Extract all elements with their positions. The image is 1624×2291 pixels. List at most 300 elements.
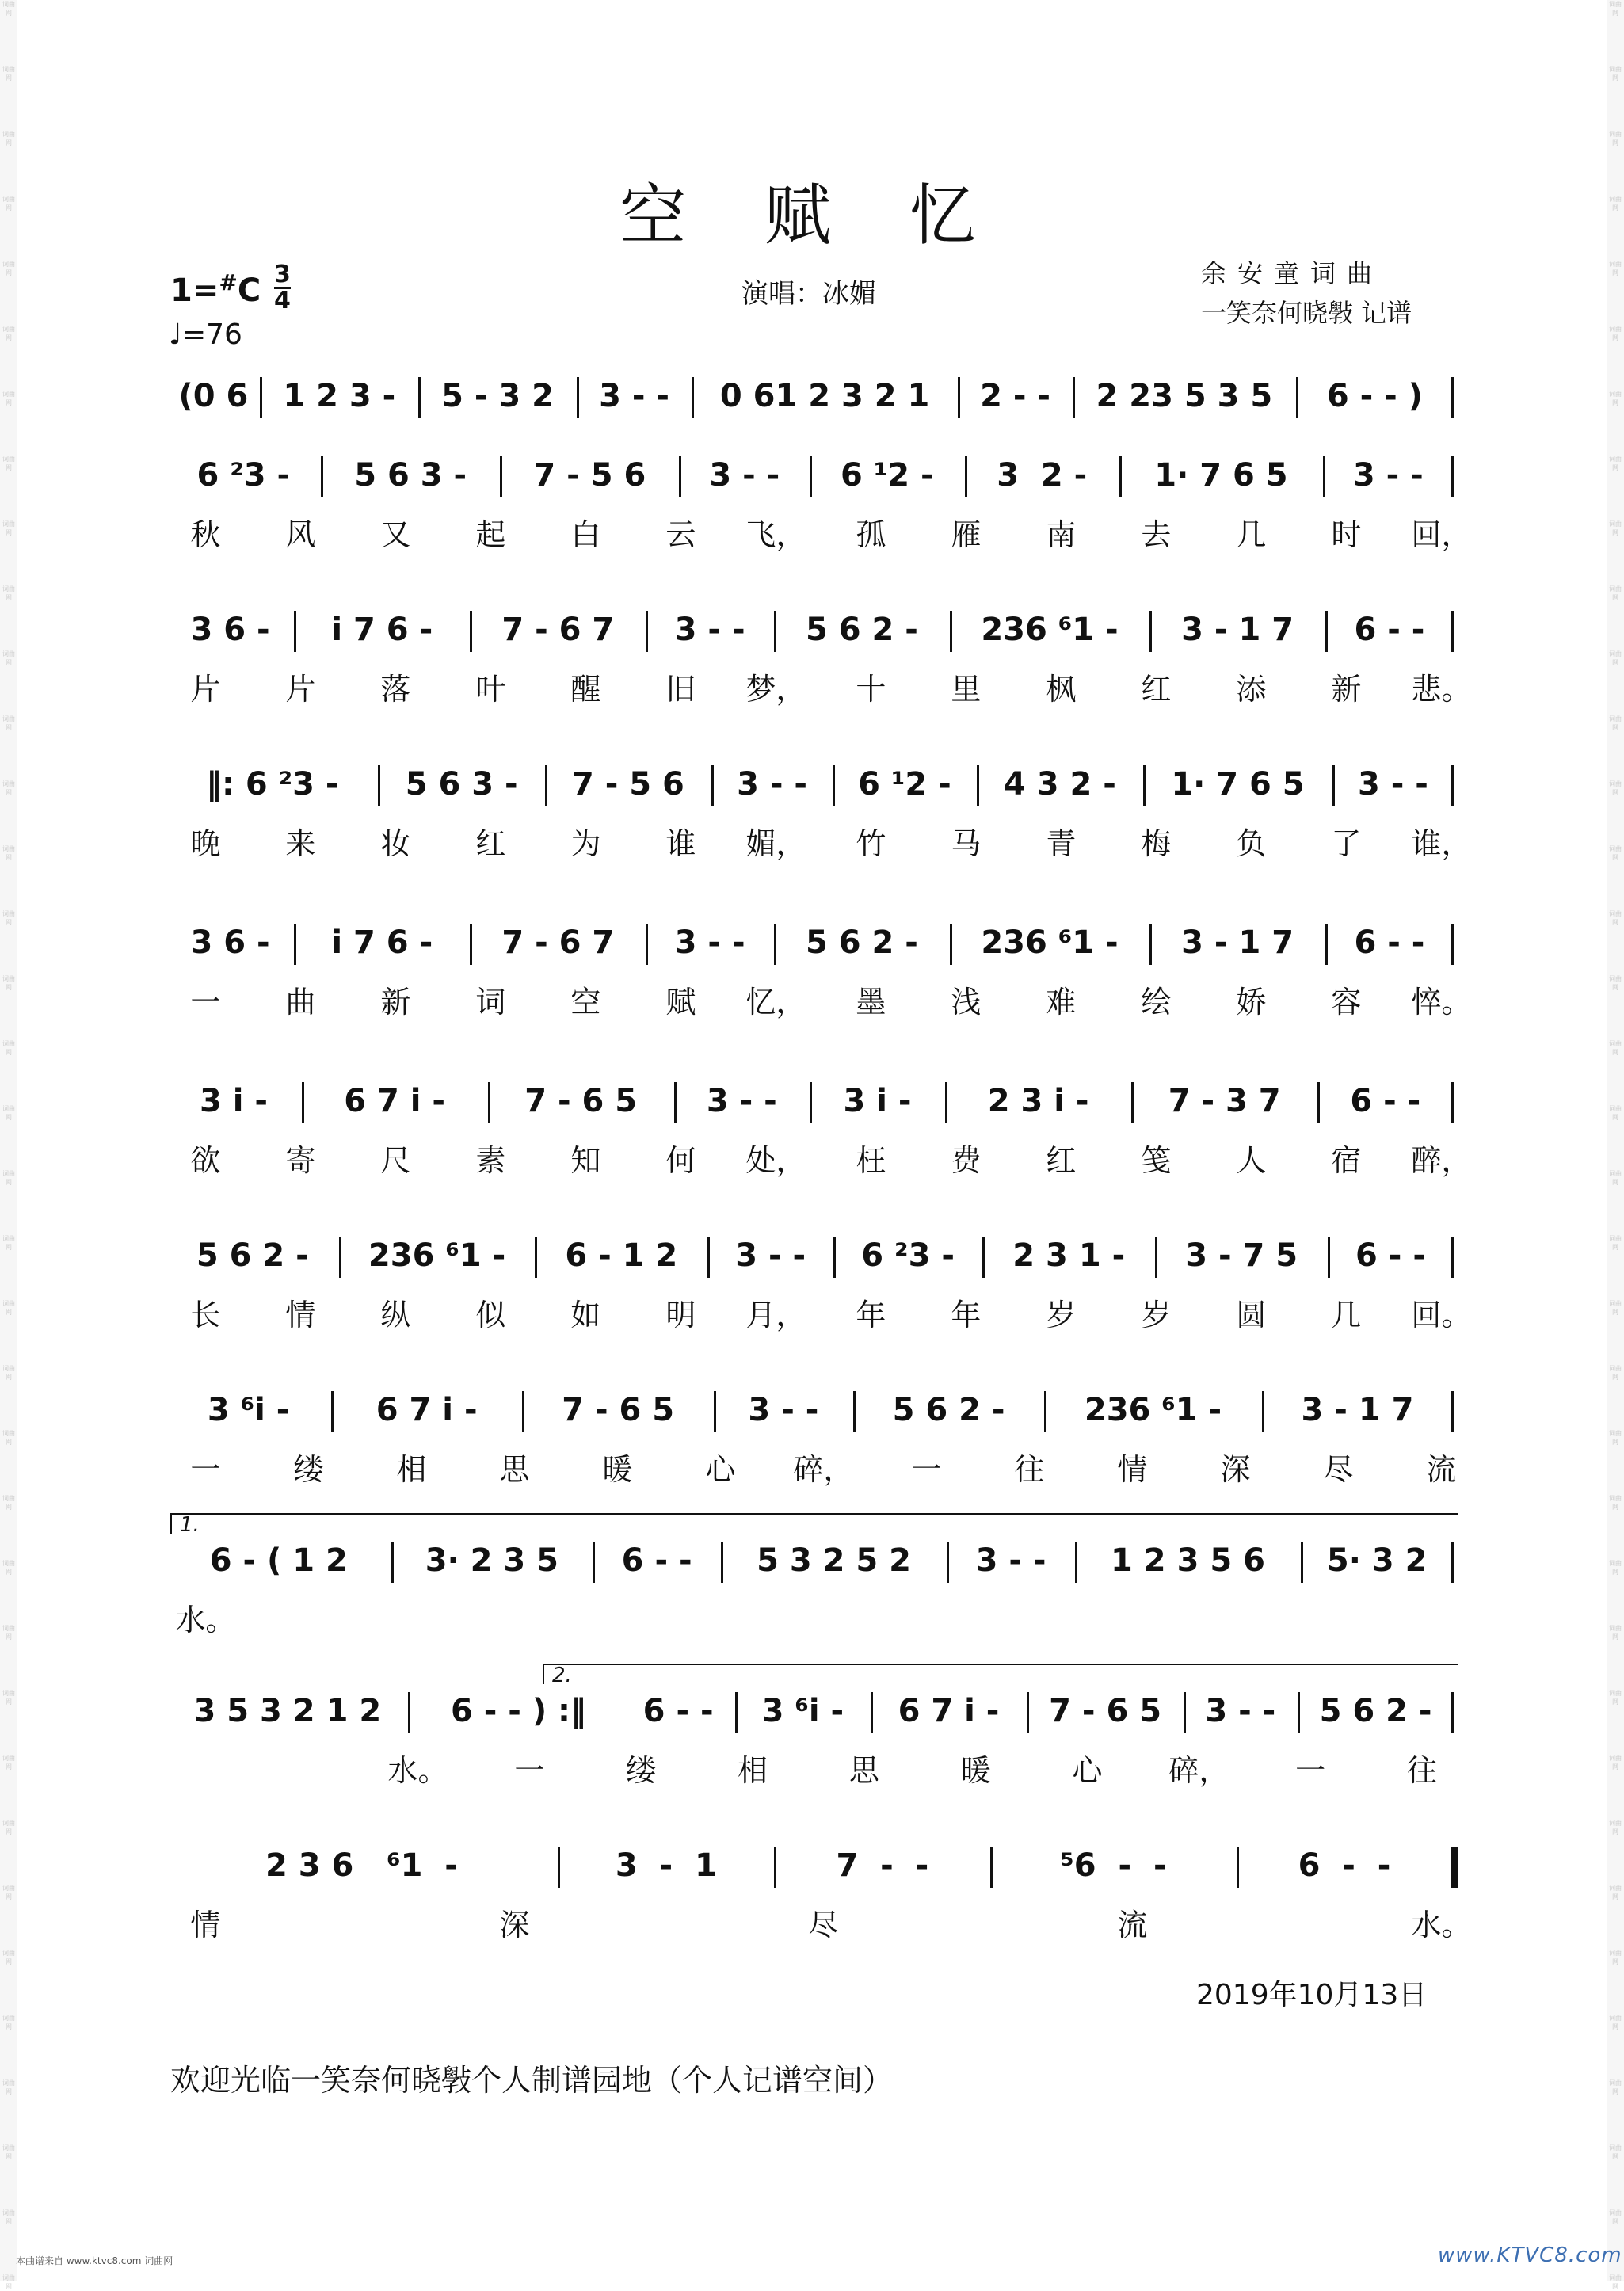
lyric-syllable: 来 (285, 826, 316, 861)
lyric-syllable: 墨 (856, 985, 886, 1020)
measure-notes: 236 ⁶1 - (981, 612, 1119, 648)
volta-bracket (170, 1513, 1458, 1515)
lyric-syllable: 晚 (190, 826, 221, 861)
notation-line (170, 919, 1458, 966)
lyric-syllable: 碎， (793, 1452, 854, 1487)
lyric-syllable: 一 (1295, 1753, 1326, 1788)
barline (535, 1237, 537, 1278)
side-watermark: 词曲网 (2, 391, 15, 406)
lyric-syllable: 飞， (745, 517, 806, 552)
side-watermark: 词曲网 (2, 1755, 15, 1771)
measure-notes: 7 - 6 5 (524, 1083, 638, 1119)
notation-line (170, 372, 1458, 420)
side-watermark: 词曲网 (1609, 1170, 1622, 1186)
lyric-syllable: 曲 (285, 985, 316, 1020)
composer-credit: 余安童词曲 (1201, 258, 1384, 288)
lyric-syllable: 片 (190, 672, 221, 707)
side-watermark: 词曲网 (2, 1300, 15, 1316)
side-watermark: 词曲网 (2, 975, 15, 991)
lyric-syllable: 水。 (175, 1603, 236, 1637)
lyric-syllable: 谁 (665, 826, 696, 861)
sharp-sign: # (219, 269, 238, 295)
barline (1451, 1692, 1454, 1733)
side-watermark: 词曲网 (1609, 1690, 1622, 1706)
lyric-syllable: 情 (190, 1908, 221, 1942)
side-watermark: 词曲网 (1609, 2209, 1622, 2225)
lyric-syllable: 红 (475, 826, 506, 861)
measure-notes: 7 - 5 6 (533, 457, 646, 494)
measure-notes: (0 6 (178, 378, 249, 414)
lyric-syllable: 尽 (808, 1908, 839, 1942)
lyric-syllable: 悴。 (1411, 985, 1472, 1020)
measure-notes: 3 - 1 7 (1301, 1392, 1414, 1428)
side-watermark: 词曲网 (1609, 1885, 1622, 1900)
credits (1201, 253, 1412, 333)
lyric-syllable: 情 (285, 1298, 316, 1332)
barline (774, 924, 776, 965)
measure-notes: 1 2 3 5 6 (1111, 1542, 1265, 1579)
side-watermark: 词曲网 (1609, 975, 1622, 991)
lyric-syllable: 费 (951, 1143, 982, 1178)
side-watermark: 词曲网 (1609, 1040, 1622, 1056)
barline (833, 765, 835, 806)
barline (1131, 1082, 1134, 1123)
barline (1451, 765, 1454, 806)
lyric-syllable: 情 (1117, 1452, 1148, 1487)
measure-notes: 236 ⁶1 - (368, 1237, 506, 1274)
measure-notes: 6 7 i - (344, 1083, 445, 1119)
measure-notes: 4 3 2 - (1003, 766, 1116, 802)
barline (977, 765, 979, 806)
lyric-syllable: 秋 (190, 517, 221, 552)
key-signature (170, 269, 261, 309)
side-watermark: 词曲网 (2, 2274, 15, 2290)
measure-notes: 1· 7 6 5 (1154, 457, 1288, 494)
side-watermark: 词曲网 (2, 715, 15, 731)
barline (735, 1692, 738, 1733)
side-watermark: 词曲网 (1609, 2079, 1622, 2095)
barline (378, 765, 380, 806)
measure-notes: 6 - - (642, 1693, 714, 1729)
side-watermark: 词曲网 (2, 1, 15, 17)
lyric-syllable: 如 (570, 1298, 601, 1332)
side-watermark: 词曲网 (2, 1625, 15, 1641)
lyrics-line (170, 1450, 1458, 1489)
right-watermark-strip (1607, 0, 1624, 2290)
measure-notes: 5 6 2 - (805, 612, 918, 648)
lyric-syllable: 宿 (1331, 1143, 1362, 1178)
measure-notes: 3 i - (843, 1083, 912, 1119)
notation-line (170, 1537, 1458, 1584)
measure-notes: 3 - 1 7 (1181, 924, 1294, 961)
measure-notes: 2 3 6 ⁶1 - (265, 1847, 458, 1884)
measure-notes: i 7 6 - (331, 612, 433, 648)
barline (774, 611, 776, 652)
measure-notes: 3 i - (199, 1083, 268, 1119)
measure-notes: 6 ²3 - (861, 1237, 955, 1274)
lyric-syllable: 起 (475, 517, 506, 552)
side-watermark: 词曲网 (1609, 1, 1622, 17)
side-watermark: 词曲网 (2, 131, 15, 147)
lyric-syllable: 回， (1411, 517, 1472, 552)
lyric-syllable: 云 (665, 517, 696, 552)
measure-notes: 6 - - (1350, 1083, 1421, 1119)
measure-notes: ‖: 6 ²3 - (205, 766, 339, 802)
measure-notes: i 7 6 - (331, 924, 433, 961)
measure-notes: 6 - - ) (1326, 378, 1423, 414)
barline (853, 1391, 856, 1432)
lyrics-line (170, 982, 1472, 1022)
lyric-syllable: 负 (1236, 826, 1267, 861)
measure-notes: 3 ⁶i - (207, 1392, 290, 1428)
side-watermark: 词曲网 (1609, 1820, 1622, 1835)
measure-notes: 3 5 3 2 1 2 (193, 1693, 382, 1729)
lyric-syllable: 里 (951, 672, 982, 707)
barline (947, 1542, 949, 1583)
lyric-syllable: 年 (856, 1298, 886, 1332)
key-prefix: 1= (170, 273, 219, 309)
lyric-syllable: 时 (1331, 517, 1362, 552)
lyric-syllable: 回。 (1411, 1298, 1472, 1332)
lyrics-line (170, 1751, 1458, 1790)
lyric-syllable: 相 (396, 1452, 427, 1487)
measure-notes: 236 ⁶1 - (1084, 1392, 1222, 1428)
measure-notes: 5 3 2 5 2 (757, 1542, 912, 1579)
lyric-syllable: 添 (1236, 672, 1267, 707)
measure-notes: 6 - 1 2 (565, 1237, 678, 1274)
measure-notes: 3 - - (737, 766, 808, 802)
barline (1451, 377, 1454, 418)
barline (1184, 1692, 1186, 1733)
measure-notes: 3 - - (709, 457, 780, 494)
barline (871, 1692, 873, 1733)
measure-notes: 7 - - (836, 1847, 929, 1884)
barline (545, 765, 547, 806)
barline (260, 377, 262, 418)
measure-notes: 5 6 2 - (892, 1392, 1005, 1428)
side-watermark: 词曲网 (2, 845, 15, 861)
quarter-note-icon: ♩ (169, 318, 182, 351)
side-watermark: 词曲网 (1609, 910, 1622, 926)
tempo-value: =76 (181, 318, 242, 351)
barline (593, 1542, 595, 1583)
lyric-syllable: 人 (1236, 1143, 1267, 1178)
lyric-syllable: 知 (570, 1143, 601, 1178)
notation-line (170, 1842, 1458, 1889)
barline (965, 456, 967, 497)
side-watermark: 词曲网 (2, 1430, 15, 1446)
side-watermark: 词曲网 (2, 2144, 15, 2160)
side-watermark: 词曲网 (2, 1950, 15, 1965)
lyric-syllable: 欲 (190, 1143, 221, 1178)
lyric-syllable: 尺 (380, 1143, 411, 1178)
lyric-syllable: 落 (380, 672, 411, 707)
left-watermark-strip (0, 0, 17, 2290)
lyric-syllable: 谁， (1411, 826, 1472, 861)
notation-line (170, 1232, 1458, 1279)
measure-notes: 6 - - (1298, 1847, 1391, 1884)
lyric-syllable: 处， (745, 1143, 806, 1178)
side-watermark: 词曲网 (2, 585, 15, 601)
time-signature-bottom: 4 (274, 287, 291, 314)
lyric-syllable: 岁 (1141, 1298, 1172, 1332)
barline (711, 765, 714, 806)
lyric-syllable: 似 (475, 1298, 506, 1332)
barline (522, 1391, 524, 1432)
barline (1451, 924, 1454, 965)
side-watermark: 词曲网 (2, 1365, 15, 1381)
lyric-syllable: 思 (848, 1753, 879, 1788)
notation-line (170, 1687, 1458, 1735)
barline (945, 1082, 947, 1123)
lyric-syllable: 深 (499, 1908, 530, 1942)
barline (1325, 924, 1328, 965)
volta-label: 2. (552, 1664, 572, 1687)
measure-notes: 7 - 6 7 (501, 612, 615, 648)
singer-credit: 演唱：冰媚 (741, 278, 876, 310)
barline (1451, 1391, 1454, 1432)
measure-notes: 3 - - (1358, 766, 1428, 802)
lyric-syllable: 梦， (745, 672, 806, 707)
measure-notes: 3 - - (975, 1542, 1046, 1579)
measure-notes: 7 - 3 7 (1168, 1083, 1281, 1119)
lyric-syllable: 又 (380, 517, 411, 552)
measure-notes: 3 - 1 7 (1181, 612, 1294, 648)
side-watermark: 词曲网 (1609, 1495, 1622, 1511)
barline (1323, 456, 1325, 497)
lyric-syllable: 赋 (665, 985, 696, 1020)
measure-notes: 6 - - (1354, 612, 1425, 648)
side-watermark: 词曲网 (1609, 1625, 1622, 1641)
measure-notes: 5 6 3 - (405, 766, 518, 802)
measure-notes: 2 23 5 3 5 (1096, 378, 1273, 414)
lyric-syllable: 年 (951, 1298, 982, 1332)
measure-notes: 3 - 1 (615, 1847, 717, 1884)
notation-line (170, 1386, 1458, 1434)
lyric-syllable: 片 (285, 672, 316, 707)
barline (982, 1237, 985, 1278)
barline (1075, 1542, 1077, 1583)
barline (679, 456, 681, 497)
side-watermark: 词曲网 (1609, 2144, 1622, 2160)
lyric-syllable: 新 (380, 985, 411, 1020)
barline (646, 611, 648, 652)
barline (1262, 1391, 1264, 1432)
lyric-syllable: 月， (745, 1298, 806, 1332)
measure-notes: 2 - - (980, 378, 1051, 414)
barline (810, 456, 812, 497)
date: 2019年10月13日 (1196, 1979, 1428, 2011)
barline (1451, 1237, 1454, 1278)
measure-notes: 6 - - ) :‖ (451, 1693, 587, 1729)
barline (1027, 1692, 1029, 1733)
lyric-syllable: 去 (1141, 517, 1172, 552)
measure-notes: 3 - - (599, 378, 670, 414)
side-watermark: 词曲网 (1609, 1235, 1622, 1251)
site-logo: www.KTVC8.com (1438, 2243, 1622, 2267)
measure-notes: 236 ⁶1 - (981, 924, 1119, 961)
side-watermark: 词曲网 (1609, 780, 1622, 796)
side-watermark: 词曲网 (1609, 650, 1622, 666)
barline (1301, 1542, 1303, 1583)
footer-source: 本曲谱来自 www.ktvc8.com 词曲网 (16, 2255, 173, 2266)
measure-notes: 6 ¹2 - (841, 457, 934, 494)
barline (810, 1082, 812, 1123)
barline (1149, 924, 1152, 965)
side-watermark: 词曲网 (1609, 326, 1622, 341)
measure-notes: 3 - - (748, 1392, 819, 1428)
lyric-syllable: 浅 (951, 985, 982, 1020)
measure-notes: 3 - - (706, 1083, 777, 1119)
barline (674, 1082, 677, 1123)
lyric-syllable: 何 (665, 1143, 696, 1178)
barline (391, 1542, 394, 1583)
barline (1044, 1391, 1046, 1432)
measure-notes: 0 61 2 3 2 1 (719, 378, 930, 414)
lyric-syllable: 红 (1046, 1143, 1077, 1178)
side-watermark: 词曲网 (1609, 2274, 1622, 2290)
lyric-syllable: 明 (665, 1298, 696, 1332)
side-watermark: 词曲网 (1609, 391, 1622, 406)
key-note: C (237, 273, 261, 309)
side-watermark: 词曲网 (2, 1560, 15, 1576)
lyric-syllable: 笺 (1141, 1143, 1172, 1178)
barline (1451, 1542, 1454, 1583)
lyric-syllable: 娇 (1236, 985, 1267, 1020)
measure-notes: 2 3 1 - (1012, 1237, 1126, 1274)
measure-notes: 3 - - (1352, 457, 1424, 494)
tempo-marking (169, 318, 242, 351)
barline (577, 377, 579, 418)
measure-notes: 7 - 6 7 (501, 924, 615, 961)
lyric-syllable: 醒 (570, 672, 601, 707)
lyric-syllable: 一 (190, 985, 221, 1020)
measure-notes: 3 2 - (997, 457, 1088, 494)
side-watermark: 词曲网 (1609, 1105, 1622, 1121)
side-watermark: 词曲网 (2, 650, 15, 666)
barline (408, 1692, 410, 1733)
lyric-syllable: 醉， (1411, 1143, 1472, 1178)
barline (302, 1082, 304, 1123)
lyric-syllable: 流 (1426, 1452, 1457, 1487)
side-watermark: 词曲网 (2, 910, 15, 926)
notation-line (170, 452, 1458, 499)
lyric-syllable: 相 (737, 1753, 768, 1788)
barline (470, 924, 472, 965)
barline (1237, 1847, 1239, 1888)
barline (833, 1237, 836, 1278)
lyric-syllable: 尽 (1323, 1452, 1354, 1487)
lyric-syllable: 青 (1046, 826, 1077, 861)
lyric-syllable: 了 (1331, 826, 1362, 861)
lyric-syllable: 圆 (1236, 1298, 1267, 1332)
measure-notes: 5 - 3 2 (441, 378, 554, 414)
barline (418, 377, 421, 418)
lyric-syllable: 几 (1331, 1298, 1362, 1332)
measure-notes: 3 6 - (190, 924, 270, 961)
measure-notes: 2 3 i - (987, 1083, 1089, 1119)
lyric-syllable: 忆， (745, 985, 806, 1020)
time-signature-top: 3 (274, 261, 291, 288)
barline (1119, 456, 1122, 497)
lyric-syllable: 白 (570, 517, 601, 552)
lyric-syllable: 旧 (665, 672, 696, 707)
lyric-syllable: 绘 (1141, 985, 1172, 1020)
notation-line (170, 1077, 1458, 1125)
measure-notes: 5 6 3 - (354, 457, 467, 494)
measure-notes: 3 - - (674, 924, 745, 961)
notation-line (170, 760, 1458, 808)
measure-notes: 6 - - (621, 1542, 692, 1579)
measure-notes: 3 ⁶i - (761, 1693, 844, 1729)
lyric-syllable: 南 (1046, 517, 1077, 552)
barline (774, 1847, 776, 1888)
lyric-syllable: 长 (190, 1298, 221, 1332)
barline (294, 924, 296, 965)
lyric-syllable: 为 (570, 826, 601, 861)
barline (990, 1847, 993, 1888)
lyric-syllable: 寄 (285, 1143, 316, 1178)
side-watermark: 词曲网 (2, 1885, 15, 1900)
lyric-syllable: 枫 (1046, 672, 1077, 707)
lyric-syllable: 新 (1331, 672, 1362, 707)
lyrics-line (170, 824, 1472, 863)
lyric-syllable: 梅 (1141, 826, 1172, 861)
barline (646, 924, 648, 965)
lyric-syllable: 竹 (856, 826, 886, 861)
barline (1325, 611, 1328, 652)
side-watermark: 词曲网 (1609, 1365, 1622, 1381)
welcome-note: 欢迎光临一笑奈何晓斅个人制谱园地（个人记谱空间） (170, 2063, 894, 2098)
lyric-syllable: 往 (1014, 1452, 1045, 1487)
lyric-syllable: 深 (1220, 1452, 1251, 1487)
side-watermark: 词曲网 (2, 520, 15, 536)
measure-notes: 7 - 5 6 (571, 766, 684, 802)
barline (1149, 611, 1152, 652)
side-watermark: 词曲网 (2, 261, 15, 276)
lyric-syllable: 心 (705, 1452, 736, 1487)
lyrics-line (170, 515, 1472, 555)
barline (294, 611, 296, 652)
side-watermark: 词曲网 (1609, 261, 1622, 276)
measure-notes: 6 - ( 1 2 (209, 1542, 348, 1579)
lyric-syllable: 叶 (475, 672, 506, 707)
barline (1451, 1082, 1454, 1123)
side-watermark: 词曲网 (2, 1690, 15, 1706)
lyric-syllable: 纵 (380, 1298, 411, 1332)
barline (321, 456, 323, 497)
side-watermark: 词曲网 (1609, 66, 1622, 82)
barline (1451, 611, 1454, 652)
side-watermark: 词曲网 (2, 1170, 15, 1186)
barline (470, 611, 472, 652)
lyric-syllable: 媚， (745, 826, 806, 861)
side-watermark: 词曲网 (2, 1820, 15, 1835)
side-watermark: 词曲网 (1609, 715, 1622, 731)
measure-notes: 7 - 6 5 (1049, 1693, 1162, 1729)
lyric-syllable: 雁 (951, 517, 982, 552)
lyric-syllable: 缕 (626, 1753, 657, 1788)
lyric-syllable: 往 (1406, 1753, 1438, 1788)
barline (1298, 1692, 1300, 1733)
lyric-syllable: 水。 (387, 1753, 448, 1788)
measure-notes: 6 - - (1354, 924, 1425, 961)
barline (721, 1542, 723, 1583)
side-watermark: 词曲网 (1609, 131, 1622, 147)
measure-notes: 6 - - (1355, 1237, 1426, 1274)
measure-notes: 3 6 - (190, 612, 270, 648)
lyric-syllable: 一 (190, 1452, 221, 1487)
